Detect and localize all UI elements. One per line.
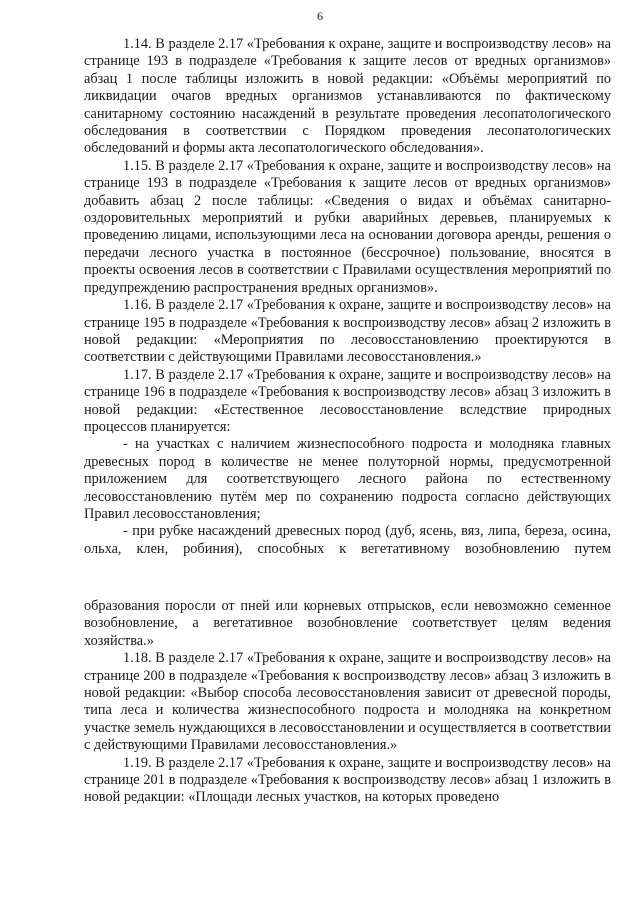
list-item-felling: - при рубке насаждений древесных пород (дуб, ясень, вяз, липа, береза, осина, ольха, клен, робиния), способных к вегетативному возобновлению путем (84, 523, 611, 557)
paragraph-1-16: 1.16. В разделе 2.17 «Требования к охране, защите и воспроизводству лесов» на странице 195 в подразделе «Требования к воспроизводству лесов» абзац 2 изложить в новой редакции: «Мероприятия по лесовосстановлению проектируются в соответствии с действующими Правилами лесовосстановления.» (84, 297, 611, 366)
text-block-bottom (84, 598, 611, 807)
paragraph-1-18: 1.18. В разделе 2.17 «Требования к охране, защите и воспроизводству лесов» на странице 200 в подразделе «Требования к воспроизводству лесов» абзац 3 изложить в новой редакции: «Выбор способа лесовосстановления зависит от древесной породы, типа леса и количества жизнеспособного подроста и молодняка на конкретном участке земель нуждающихся в лесовосстановлении и осуществляется в соответствии с действующими Правилами лесовосстановления.» (84, 650, 611, 754)
paragraph-1-14: 1.14. В разделе 2.17 «Требования к охране, защите и воспроизводству лесов» на странице 193 в подразделе «Требования к защите лесов от вредных организмов» абзац 1 после таблицы изложить в новой редакции: «Объёмы мероприятий по ликвидации очагов вредных организмов устанавливаются по фактическому санитарному состоянию насаждений в результате проведения лесопатологического обследования в соответствии с Порядком проведения лесопатологических обследований и формы акта лесопатологического обследования». (84, 36, 611, 157)
text-block-top (84, 36, 611, 558)
paragraph-1-15: 1.15. В разделе 2.17 «Требования к охране, защите и воспроизводству лесов» на странице 193 в подразделе «Требования к защите лесов от вредных организмов» добавить абзац 2 после таблицы: «Сведения о видах и объёмах санитарно-оздоровительных мероприятий и рубки аварийных деревьев, планируемых к проведению лицами, использующими леса на основании договора аренды, решения о передачи лесного участка в постоянное (бессрочное) пользование, вносятся в проекты освоения лесов в соответствии с Правилами осуществления мероприятий по предупреждению распространения вредных организмов». (84, 157, 611, 296)
paragraph-1-19: 1.19. В разделе 2.17 «Требования к охране, защите и воспроизводству лесов» на странице 201 в подразделе «Требования к воспроизводству лесов» абзац 1 изложить в новой редакции: «Площади лесных участков, на которых проведено (84, 754, 611, 806)
paragraph-continuation: образования поросли от пней или корневых отпрысков, если невозможно семенное возобновление, а вегетативное возобновление соответствует целям ведения хозяйства.» (84, 598, 611, 649)
page-number: 6 (317, 9, 323, 23)
paragraph-1-17: 1.17. В разделе 2.17 «Требования к охране, защите и воспроизводству лесов» на странице 196 в подразделе «Требования к воспроизводству лесов» абзац 3 изложить в новой редакции: «Естественное лесовосстановление вследствие природных процессов планируется: (84, 366, 611, 435)
list-item-undergrowth: - на участках с наличием жизнеспособного подроста и молодняка главных древесных пород в количестве не менее полуторной нормы, предусмотренной приложением для соответствующего лесного района по естественному лесовосстановлению путём мер по сохранению подроста согласно действующих Правил лесовосстановления; (84, 436, 611, 522)
